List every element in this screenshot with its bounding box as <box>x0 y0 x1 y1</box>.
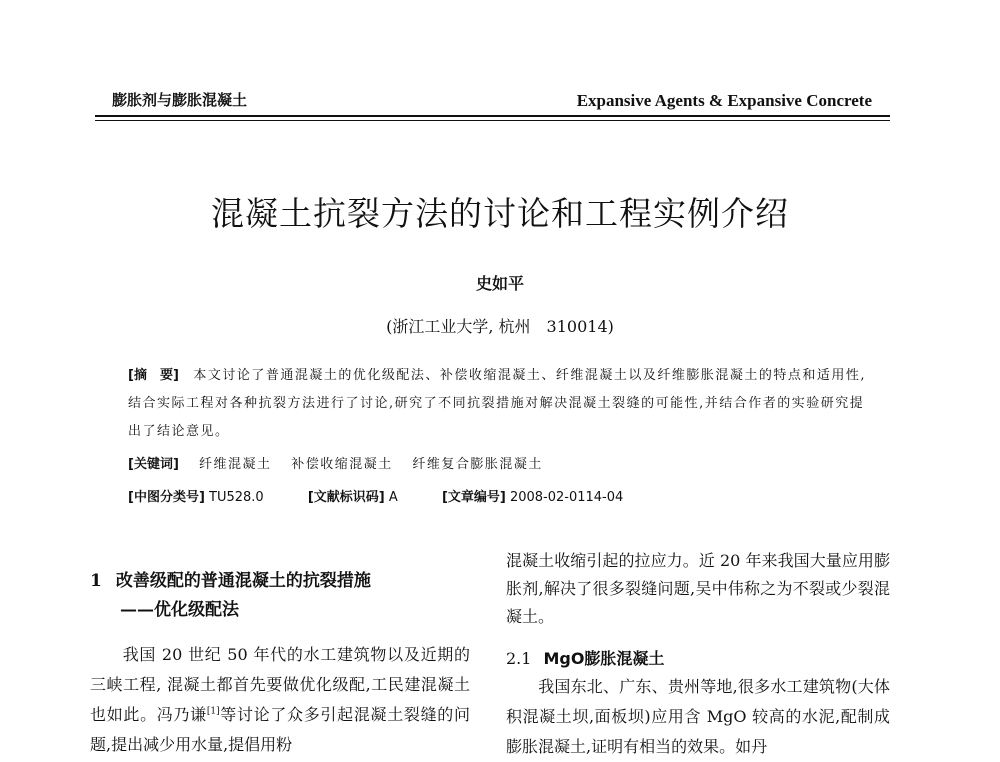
left-para-text-a: 我国 20 世纪 50 年代的水工建筑物以及近期的三峡工程, 混凝土都首先要做优化级配,工民建混凝土也如此。冯乃谦 <box>90 645 470 724</box>
right-column-paragraph-2 <box>506 672 890 762</box>
section-2-1-number: 2.1 <box>506 649 532 668</box>
abstract <box>128 362 868 446</box>
journal-title-en: Expansive Agents & Expansive Concrete <box>576 91 872 110</box>
journal-title-cn: 膨胀剂与膨胀混凝土 <box>112 91 248 109</box>
clc-label: [中图分类号] <box>128 490 205 505</box>
keywords <box>128 453 557 472</box>
keyword-item: 纤维混凝土 <box>199 457 272 472</box>
section-2-1-title: MgO膨胀混凝土 <box>543 649 665 668</box>
section-1-heading <box>90 566 371 591</box>
header-rule-thin <box>95 120 890 121</box>
section-2-1-heading <box>506 646 664 669</box>
article-id-label: [文章编号] <box>441 490 506 505</box>
abstract-text: 本文讨论了普通混凝土的优化级配法、补偿收缩混凝土、纤维混凝土以及纤维膨胀混凝土的特点和适用性,结合实际工程对各种抗裂方法进行了讨论,研究了不同抗裂措施对解决混凝土裂缝的可能性,并结合作者的实验研究提出了结论意见。 <box>128 368 867 439</box>
clc-value: TU528.0 <box>209 490 264 505</box>
right-column-paragraph-1: 混凝土收缩引起的拉应力。近 20 年来我国大量应用膨胀剂,解决了很多裂缝问题,吴中伟称之为不裂或少裂混凝土。 <box>506 551 890 626</box>
author-name: 史如平 <box>475 274 524 293</box>
right-para-2-text: 我国东北、广东、贵州等地,很多水工建筑物(大体积混凝土坝,面板坝)应用含 MgO 较高的水泥,配制成膨胀混凝土,证明有相当的效果。如丹 <box>506 677 890 756</box>
citation-1: [1] <box>206 706 220 717</box>
doc-code-value: A <box>388 490 398 505</box>
article-id-value: 2008-02-0114-04 <box>509 490 624 505</box>
left-para-text-b: 等讨论了众多引起混凝土裂缝的问题,提出减少用水量,提倡用粉 <box>90 705 470 754</box>
section-1-subtitle: ——优化级配法 <box>120 600 239 620</box>
classification-line <box>128 486 888 505</box>
keyword-item: 补偿收缩混凝土 <box>291 457 393 472</box>
keywords-label: [关键词] <box>128 457 179 472</box>
abstract-label: [摘 要] <box>128 368 179 383</box>
doc-code-label: [文献标识码] <box>307 490 385 505</box>
article-title: 混凝土抗裂方法的讨论和工程实例介绍 <box>211 194 789 233</box>
section-1-number: 1 <box>90 571 102 591</box>
header-rule-thick <box>95 115 890 117</box>
section-1-title: 改善级配的普通混凝土的抗裂措施 <box>115 571 371 591</box>
author-affiliation: (浙江工业大学, 杭州 310014) <box>386 317 614 336</box>
left-column-paragraph <box>90 640 470 760</box>
keyword-item: 纤维复合膨胀混凝土 <box>412 457 543 472</box>
